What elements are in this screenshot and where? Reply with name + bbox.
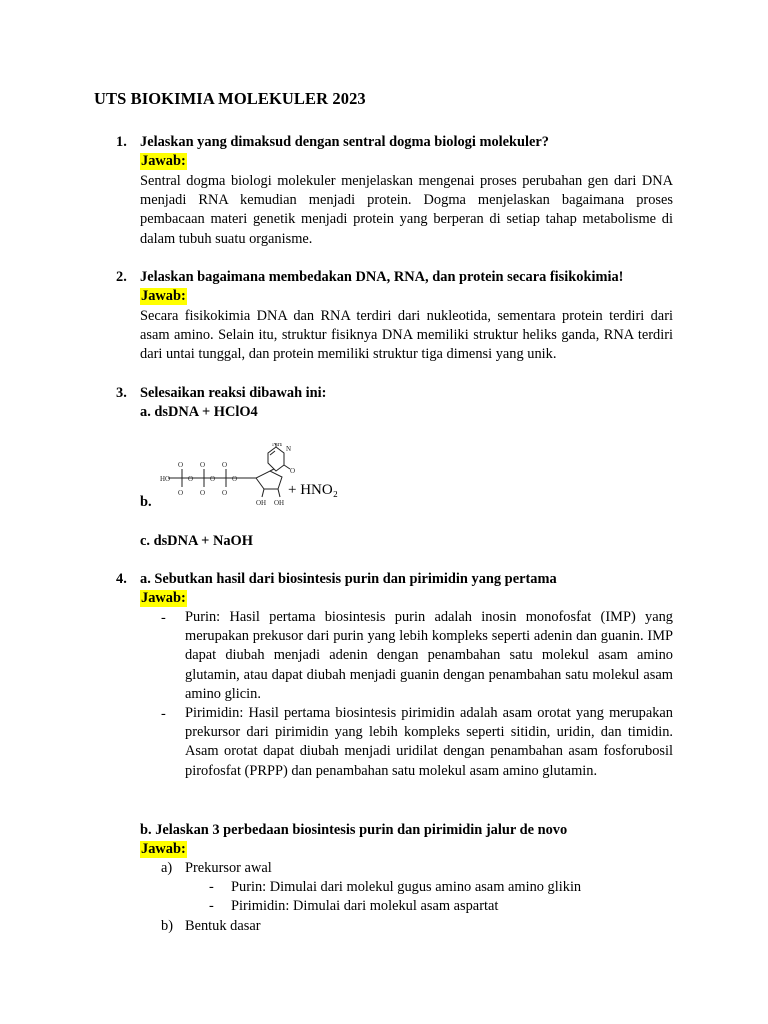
question-1-text: Jelaskan yang dimaksud dengan sentral dogma biologi molekuler? — [140, 134, 550, 150]
svg-text:HO: HO — [160, 475, 171, 483]
question-2-number: 2. — [116, 269, 127, 285]
svg-text:O: O — [222, 489, 228, 497]
question-4a-text: a. Sebutkan hasil dari biosintesis purin dan pirimidin yang pertama — [140, 571, 557, 587]
svg-text:OH: OH — [274, 499, 285, 507]
svg-text:O: O — [188, 475, 194, 483]
difference-b-marker: b) — [161, 918, 173, 934]
question-3-text: Selesaikan reaksi dibawah ini: — [140, 385, 327, 401]
pirimidin-bullet: - — [161, 706, 166, 722]
svg-text:O: O — [290, 467, 296, 475]
question-3-number: 3. — [116, 385, 127, 401]
question-1-number: 1. — [116, 134, 127, 150]
svg-text:O: O — [222, 461, 228, 469]
difference-a-sub-2-bullet: - — [209, 898, 214, 914]
svg-text:O: O — [178, 461, 184, 469]
question-3a-reaction: a. dsDNA + HClO4 — [140, 404, 258, 420]
question-1-jawab-label: Jawab: — [141, 153, 186, 169]
question-4b-text: b. Jelaskan 3 perbedaan biosintesis purin dan pirimidin jalur de novo — [140, 822, 568, 838]
svg-text:O: O — [232, 475, 238, 483]
question-1-answer: Sentral dogma biologi molekuler menjelaskan mengenai proses perubahan gen dari DNA menjadi RNA kemudian menjadi protein. Dogma menjelaskan bagaimana proses pembacaan materi genetik menjadi protein yang berperan di setiap tahap metabolisme di dalam tubuh suatu organisme. — [140, 173, 673, 247]
svg-text:O: O — [200, 489, 206, 497]
svg-text:O: O — [210, 475, 216, 483]
svg-text:N: N — [286, 445, 292, 453]
difference-a-sub-2: Pirimidin: Dimulai dari molekul asam aspartat — [231, 898, 499, 914]
question-2-jawab-label: Jawab: — [141, 288, 186, 304]
question-4a-jawab-label: Jawab: — [141, 590, 186, 606]
difference-a-marker: a) — [161, 860, 173, 876]
question-4b-jawab-label: Jawab: — [141, 841, 186, 857]
difference-a-label: Prekursor awal — [185, 860, 272, 876]
pirimidin-answer: Pirimidin: Hasil pertama biosintesis pirimidin adalah asam orotat yang merupakan prekursor dari pirimidin yang lebih kompleks seperti sitidin, uridin, dan timidin. Asam orotat dapat diubah menjadi uridilat dengan penambahan asam fosforubosil pirofosfat (PRPP) dan penambahan satu molekul asam amino glutamin. — [185, 705, 673, 779]
difference-a-sub-1: Purin: Dimulai dari molekul gugus amino asam amino glikin — [231, 879, 582, 895]
difference-b-label: Bentuk dasar — [185, 918, 261, 934]
question-3c-reaction: c. dsDNA + NaOH — [140, 533, 253, 549]
purin-bullet: - — [161, 610, 166, 626]
purin-answer: Purin: Hasil pertama biosintesis purin adalah inosin monofosfat (IMP) yang merupakan prekusor dari purin yang lebih kompleks seperti adenin dan guanin. IMP dapat diubah menjadi adenin dengan penambahan satu molekul asam amino glutamin, atau dapat diubah menjadi guanin dengan penambahan satu molekul asam amino glicin. — [185, 609, 673, 702]
question-2-answer: Secara fisikokimia DNA dan RNA terdiri dari nukleotida, sementara protein terdiri dari asam amino. Selain itu, struktur fisiknya DNA memiliki struktur heliks ganda, RNA terdiri dari untai tunggal, dan protein memiliki struktur tiga dimensi yang unik. — [140, 308, 673, 363]
question-3b-reagent: + HNO₂ — [288, 482, 338, 498]
difference-a-sub-1-bullet: - — [209, 879, 214, 895]
svg-text:OH: OH — [256, 499, 267, 507]
question-2-text: Jelaskan bagaimana membedakan DNA, RNA, dan protein secara fisikokimia! — [140, 269, 624, 285]
document-title: UTS BIOKIMIA MOLEKULER 2023 — [94, 89, 366, 108]
question-4-number: 4. — [116, 571, 127, 587]
question-3b-label: b. — [140, 494, 152, 510]
svg-text:NH: NH — [272, 443, 283, 448]
svg-text:O: O — [200, 461, 206, 469]
svg-text:O: O — [178, 489, 184, 497]
